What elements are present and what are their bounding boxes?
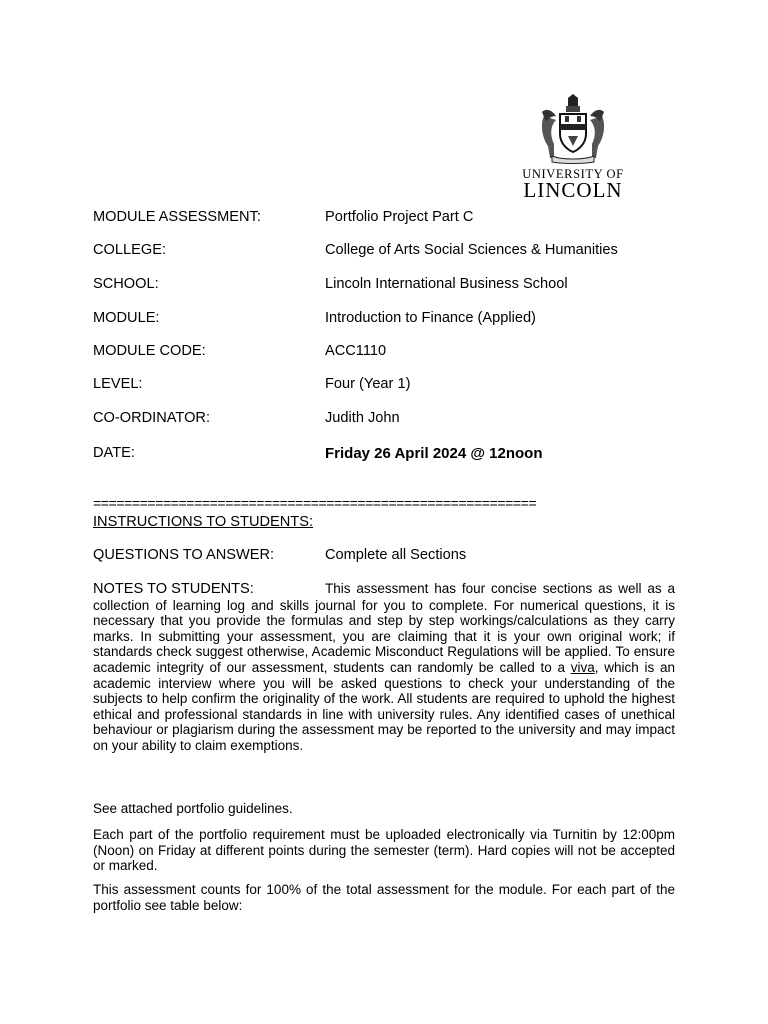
notes-to-students bbox=[93, 581, 675, 754]
field-label: CO-ORDINATOR: bbox=[93, 410, 211, 426]
logo-text-university-of: UNIVERSITY OF bbox=[522, 167, 624, 181]
separator-line: ========================================================= bbox=[93, 495, 537, 511]
field-value: ACC1110 bbox=[325, 343, 387, 359]
field-value: Judith John bbox=[325, 410, 400, 426]
weighting-note: This assessment counts for 100% of the total assessment for the module. For each part of the portfolio see table below: bbox=[93, 882, 675, 913]
upload-instructions: Each part of the portfolio requirement must be uploaded electronically via Turnitin by 12:00pm (Noon) on Friday at different points during the semester (term). Hard copies will not be accepted or marked. bbox=[93, 827, 675, 874]
field-value: Friday 26 April 2024 @ 12noon bbox=[325, 445, 543, 462]
field-label: SCHOOL: bbox=[93, 276, 159, 292]
logo-text-lincoln: LINCOLN bbox=[523, 178, 623, 202]
university-logo bbox=[516, 94, 630, 200]
instructions-heading: INSTRUCTIONS TO STUDENTS: bbox=[93, 514, 314, 530]
field-value: Lincoln International Business School bbox=[325, 276, 568, 292]
field-value: Introduction to Finance (Applied) bbox=[325, 310, 536, 326]
field-label: MODULE CODE: bbox=[93, 343, 206, 359]
notes-text-before: This assessment has four concise sections as well as a collection of learning log and skills journal for you to complete. For numerical questions, it is necessary that you provide the formulas and step by step workings/calculations as they carry marks. In submitting your assessment, you are claiming that it is your own original work; if standards check suggest otherwise, Academic Misconduct Regulations will be applied. To ensure academic integrity of our assessment, students can randomly be called to a bbox=[93, 581, 675, 675]
coat-of-arms-icon bbox=[538, 94, 608, 164]
guidelines-note: See attached portfolio guidelines. bbox=[93, 801, 293, 816]
field-value: College of Arts Social Sciences & Humanities bbox=[325, 242, 618, 258]
notes-text-after: , which is an academic interview where you will be asked questions to check your understanding of the subjects to help confirm the originality of the work. All students are required to uphold the highest ethical and professional standards in line with university rules. Any identified cases of unethical behaviour or plagiarism during the assessment may be reported to the university and may impact on your ability to claim exemptions. bbox=[93, 659, 675, 753]
questions-label: QUESTIONS TO ANSWER: bbox=[93, 547, 275, 563]
field-label: DATE: bbox=[93, 445, 135, 461]
questions-value: Complete all Sections bbox=[325, 547, 467, 563]
field-label: COLLEGE: bbox=[93, 242, 166, 258]
viva-term: viva bbox=[570, 659, 595, 675]
field-label: MODULE: bbox=[93, 310, 160, 326]
notes-label: NOTES TO STUDENTS: bbox=[93, 581, 254, 597]
field-label: LEVEL: bbox=[93, 376, 143, 392]
field-value: Portfolio Project Part C bbox=[325, 209, 474, 225]
field-label: MODULE ASSESSMENT: bbox=[93, 209, 261, 225]
field-value: Four (Year 1) bbox=[325, 376, 411, 392]
